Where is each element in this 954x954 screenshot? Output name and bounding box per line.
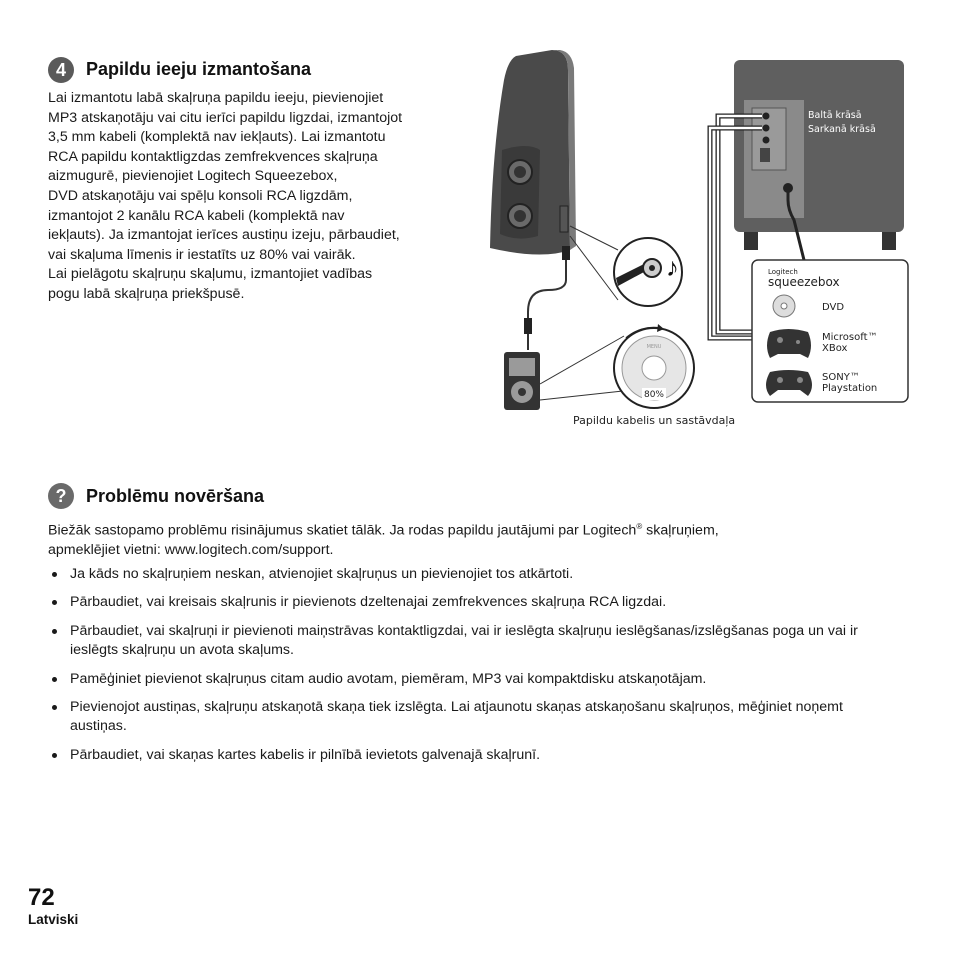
list-item: Ja kāds no skaļruņiem neskan, atvienojiet skaļruņus un pievienojiet tos atkārtoti.	[48, 565, 868, 584]
body-line: aizmugurē, pievienojiet Logitech Squeezebox,	[48, 168, 338, 185]
section-4-body	[48, 89, 402, 305]
aux-cable	[528, 246, 566, 350]
menu-label: MENU	[646, 344, 662, 350]
xbox-controller-icon	[767, 329, 811, 358]
step-4-badge-icon	[48, 57, 74, 83]
intro-text-end: skaļruņiem,	[642, 522, 719, 539]
playstation-label: Playstation	[822, 383, 878, 394]
troubleshooting-intro	[48, 517, 719, 561]
body-line: Lai pielāgotu skaļruņu skaļumu, izmantojiet vadības	[48, 266, 373, 283]
list-item: Pārbaudiet, vai skaļruņi ir pievienoti maiņstrāvas kontaktligzdai, vai ir ieslēgta skaļruņu ieslēgšanas/izslēgšanas poga un vai ir ieslēgts skaļruņu un avota skaļums.	[48, 622, 868, 661]
connection-diagram	[482, 50, 914, 440]
volume-level: 80%	[643, 390, 665, 400]
xbox-label: XBox	[822, 343, 848, 354]
mp3-player-illustration	[504, 352, 540, 410]
white-rca-label: Baltā krāsā	[808, 110, 862, 121]
source-devices-panel	[752, 260, 908, 402]
section-4-title: Papildu ieeju izmantošana	[86, 59, 312, 79]
body-line: Lai izmantotu labā skaļruņa papildu ieeju, pievienojiet	[48, 90, 384, 106]
question-mark-icon	[48, 483, 74, 509]
squeezebox-logo: squeezebox	[768, 275, 840, 289]
logitech-logo: Logitech	[768, 268, 798, 276]
music-note-icon: ♪	[666, 252, 679, 282]
list-item: Pārbaudiet, vai kreisais skaļrunis ir pievienots dzeltenajai zemfrekvences skaļruņa RCA ligzdai.	[48, 593, 868, 612]
troubleshooting-list	[48, 565, 868, 774]
dvd-disc-icon	[781, 303, 787, 309]
registered-mark: ®	[636, 522, 643, 531]
body-line: 3,5 mm kabeli (komplektā nav iekļauts). Lai izmantotu	[48, 129, 386, 146]
body-line: MP3 atskaņotāju vai citu ierīci papildu ligzdai, izmantojot	[48, 109, 403, 126]
list-item: Pamēģiniet pievienot skaļruņus citam audio avotam, piemēram, MP3 vai kompaktdisku atskaņotājam.	[48, 670, 868, 689]
body-line: vai skaļuma līmenis ir iestatīts uz 80% vai vairāk.	[48, 246, 356, 263]
intro-text: Biežāk sastopamo problēmu risinājumus skatiet tālāk. Ja rodas papildu jautājumi par Logitech	[48, 522, 637, 539]
volume-wheel-zoom	[614, 324, 694, 408]
question-glyph: ?	[55, 485, 67, 506]
body-line: DVD atskaņotāju vai spēļu konsoli RCA ligzdām,	[48, 187, 353, 204]
page-number: 72	[28, 884, 55, 911]
body-line: iekļauts). Ja izmantojat ierīces austiņu izeju, pārbaudiet,	[48, 227, 400, 244]
troubleshooting-title: Problēmu novēršana	[86, 486, 265, 506]
intro-line-2: apmeklējiet vietni: www.logitech.com/support.	[48, 542, 334, 559]
body-line: RCA papildu kontaktligzdas zemfrekvences skaļruņa	[48, 148, 378, 165]
sony-label: SONY™	[822, 372, 860, 383]
list-item: Pievienojot austiņas, skaļruņu atskaņotā skaņa tiek izslēgta. Lai atjaunotu skaņas atskaņošanu skaļruņos, mēģiniet noņemt austiņas.	[48, 698, 868, 737]
step-number: 4	[55, 59, 66, 80]
language-label: Latviski	[28, 912, 79, 927]
aux-jack-zoom	[614, 238, 682, 306]
diagram-caption: Papildu kabelis un sastāvdaļa	[573, 414, 736, 427]
list-item: Pārbaudiet, vai skaņas kartes kabelis ir pilnībā ievietots galvenajā skaļrunī.	[48, 746, 868, 765]
body-line: izmantojot 2 kanālu RCA kabeli (komplektā nav	[48, 207, 345, 224]
microsoft-label: Microsoft™	[822, 332, 878, 343]
satellite-speaker-illustration	[490, 50, 576, 255]
dvd-label: DVD	[822, 302, 845, 313]
intro-line-1	[48, 517, 719, 541]
red-rca-label: Sarkanā krāsā	[808, 124, 876, 135]
subwoofer-illustration	[734, 60, 904, 250]
body-line: pogu labā skaļruņa priekšpusē.	[48, 285, 245, 302]
